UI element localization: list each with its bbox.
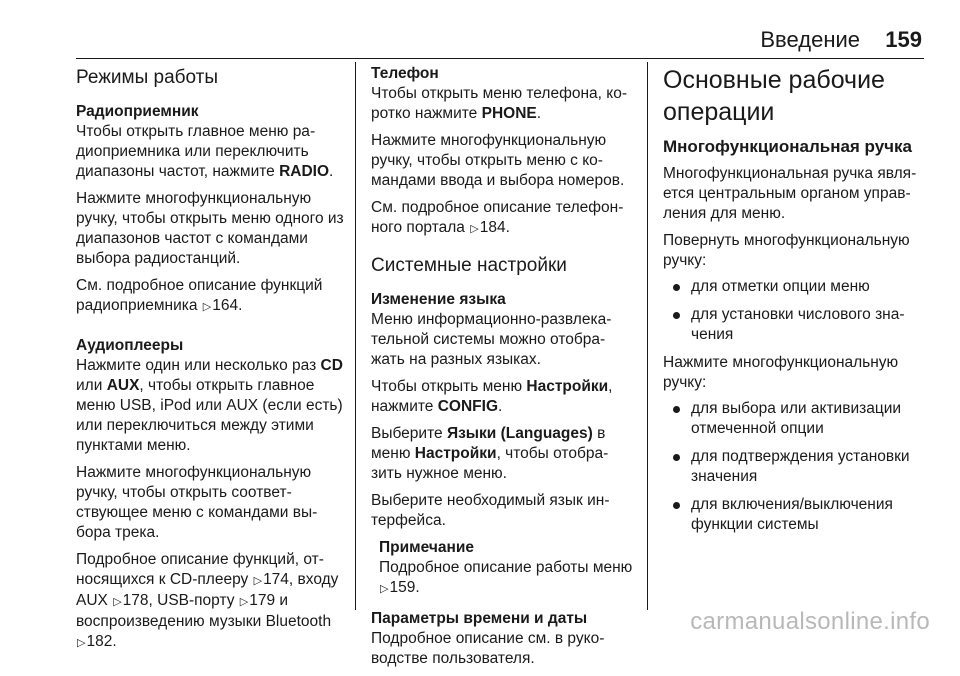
subheading-knob: Многофункциональная ручка bbox=[663, 137, 913, 156]
page-ref-icon: ▷ bbox=[202, 301, 212, 313]
page-ref[interactable]: 184. bbox=[479, 219, 510, 236]
page-ref-icon: ▷ bbox=[239, 596, 249, 608]
column-3 bbox=[663, 64, 928, 543]
radio-paragraph-1: Чтобы открыть главное меню радиоприемника или переключить диапазоны частот, нажмите RADIO. bbox=[76, 123, 334, 180]
column-1 bbox=[76, 64, 344, 660]
subheading-time-date: Параметры времени и даты bbox=[371, 610, 588, 627]
note-box bbox=[379, 538, 633, 599]
phone-paragraph-2: Нажмите многофункциональную ручку, чтобы открыть меню с командами ввода и выбора номеров. bbox=[371, 132, 625, 189]
page-number: 159 bbox=[885, 27, 922, 52]
list-item: для отметки опции меню bbox=[663, 277, 928, 297]
column-divider-1 bbox=[355, 62, 356, 610]
page-ref[interactable]: 179 и воспроизведению музыки bbox=[76, 592, 289, 630]
aux-button-label: AUX bbox=[106, 377, 140, 394]
settings-menu-label: Настройки bbox=[526, 378, 609, 395]
section-title: Введение bbox=[760, 27, 860, 52]
column-divider-2 bbox=[647, 62, 648, 610]
note-title: Примечание bbox=[379, 539, 474, 556]
knob-paragraph-1: Многофункциональная ручка является центральным органом управления для меню. bbox=[663, 165, 917, 222]
subheading-radio: Радиоприемник bbox=[76, 103, 199, 120]
lang-paragraph-4: Выберите необходимый язык интерфейса. bbox=[371, 492, 610, 529]
page-ref-icon: ▷ bbox=[253, 575, 263, 587]
lang-paragraph-2: Чтобы открыть меню Настройки, нажмите CONFIG. bbox=[371, 378, 613, 415]
press-list bbox=[663, 399, 928, 535]
watermark: carmanualsonline.info bbox=[690, 608, 930, 635]
time-paragraph-1: Подробное описание см. в руководстве пользователя. bbox=[371, 630, 605, 667]
page-ref[interactable]: 159. bbox=[389, 579, 420, 596]
page-ref-icon: ▷ bbox=[380, 583, 389, 595]
list-item: для установки числового значения bbox=[663, 305, 928, 345]
lang-paragraph-3: Выберите Языки (Languages) в меню Настройки, чтобы отобразить нужное меню. bbox=[371, 425, 609, 482]
audio-paragraph-2: Нажмите многофункциональную ручку, чтобы открыть соответствующее меню с командами выбора трека. bbox=[76, 464, 318, 541]
list-item: для выбора или активизации отмеченной опции bbox=[663, 399, 928, 439]
languages-item-label: Языки (Languages) bbox=[446, 425, 593, 442]
audio-paragraph-3: Подробное описание функций, относящихся к CD-плееру ▷174, входу AUX ▷178, USB-порту ▷179 и воспроизведению музыки Bluetooth ▷182. bbox=[76, 551, 339, 650]
section-heading-modes: Режимы работы bbox=[76, 67, 219, 88]
page-ref-icon: ▷ bbox=[470, 223, 479, 235]
list-item: для включения/выключения функции системы bbox=[663, 495, 928, 535]
header-rule bbox=[76, 58, 924, 59]
lang-paragraph-1: Меню информационно-развлекательной системы можно отображать на разных языках. bbox=[371, 311, 612, 368]
config-button-label: CONFIG bbox=[437, 398, 499, 415]
page-ref-icon: ▷ bbox=[113, 596, 122, 608]
page-ref[interactable]: 178, USB-порту bbox=[122, 592, 235, 609]
page-ref[interactable]: 164. bbox=[212, 297, 243, 314]
turn-list bbox=[663, 277, 928, 345]
subheading-phone: Телефон bbox=[371, 65, 439, 82]
section-heading-basic-ops: Основные рабочие операции bbox=[663, 66, 885, 126]
list-item: для подтверждения установки значения bbox=[663, 447, 928, 487]
page-ref-icon: ▷ bbox=[77, 637, 86, 649]
subheading-language: Изменение языка bbox=[371, 291, 506, 308]
settings-menu-label: Настройки bbox=[414, 445, 497, 462]
press-intro: Нажмите многофункциональную ручку: bbox=[663, 354, 899, 391]
page-ref[interactable]: 182. bbox=[86, 633, 117, 650]
subheading-audio: Аудиоплееры bbox=[76, 337, 184, 354]
cd-button-label: CD bbox=[320, 357, 343, 374]
section-heading-system: Системные настройки bbox=[371, 255, 567, 276]
phone-paragraph-1: Чтобы открыть меню телефона, коротко нажмите PHONE. bbox=[371, 85, 627, 122]
radio-paragraph-2: Нажмите многофункциональную ручку, чтобы открыть меню одного из диапазонов частот с командами выбора радиостанций. bbox=[76, 190, 344, 267]
page-ref[interactable]: 174, bbox=[263, 571, 294, 588]
note-text: Подробное описание работы меню ▷159. bbox=[379, 559, 633, 596]
radio-button-label: RADIO bbox=[279, 163, 330, 180]
phone-button-label: PHONE bbox=[481, 105, 537, 122]
turn-intro: Повернуть многофункциональную ручку: bbox=[663, 232, 910, 269]
radio-paragraph-3: См. подробное описание функций радиоприемника ▷164. bbox=[76, 277, 323, 314]
column-2 bbox=[371, 64, 633, 676]
page-header bbox=[0, 0, 960, 60]
audio-paragraph-1: Нажмите один или несколько раз CD или AUX, чтобы открыть главное меню USB, iPod или AUX (если есть) или переключиться между этими пунктами меню. bbox=[76, 357, 343, 454]
phone-paragraph-3: См. подробное описание телефонного портала ▷184. bbox=[371, 199, 624, 236]
